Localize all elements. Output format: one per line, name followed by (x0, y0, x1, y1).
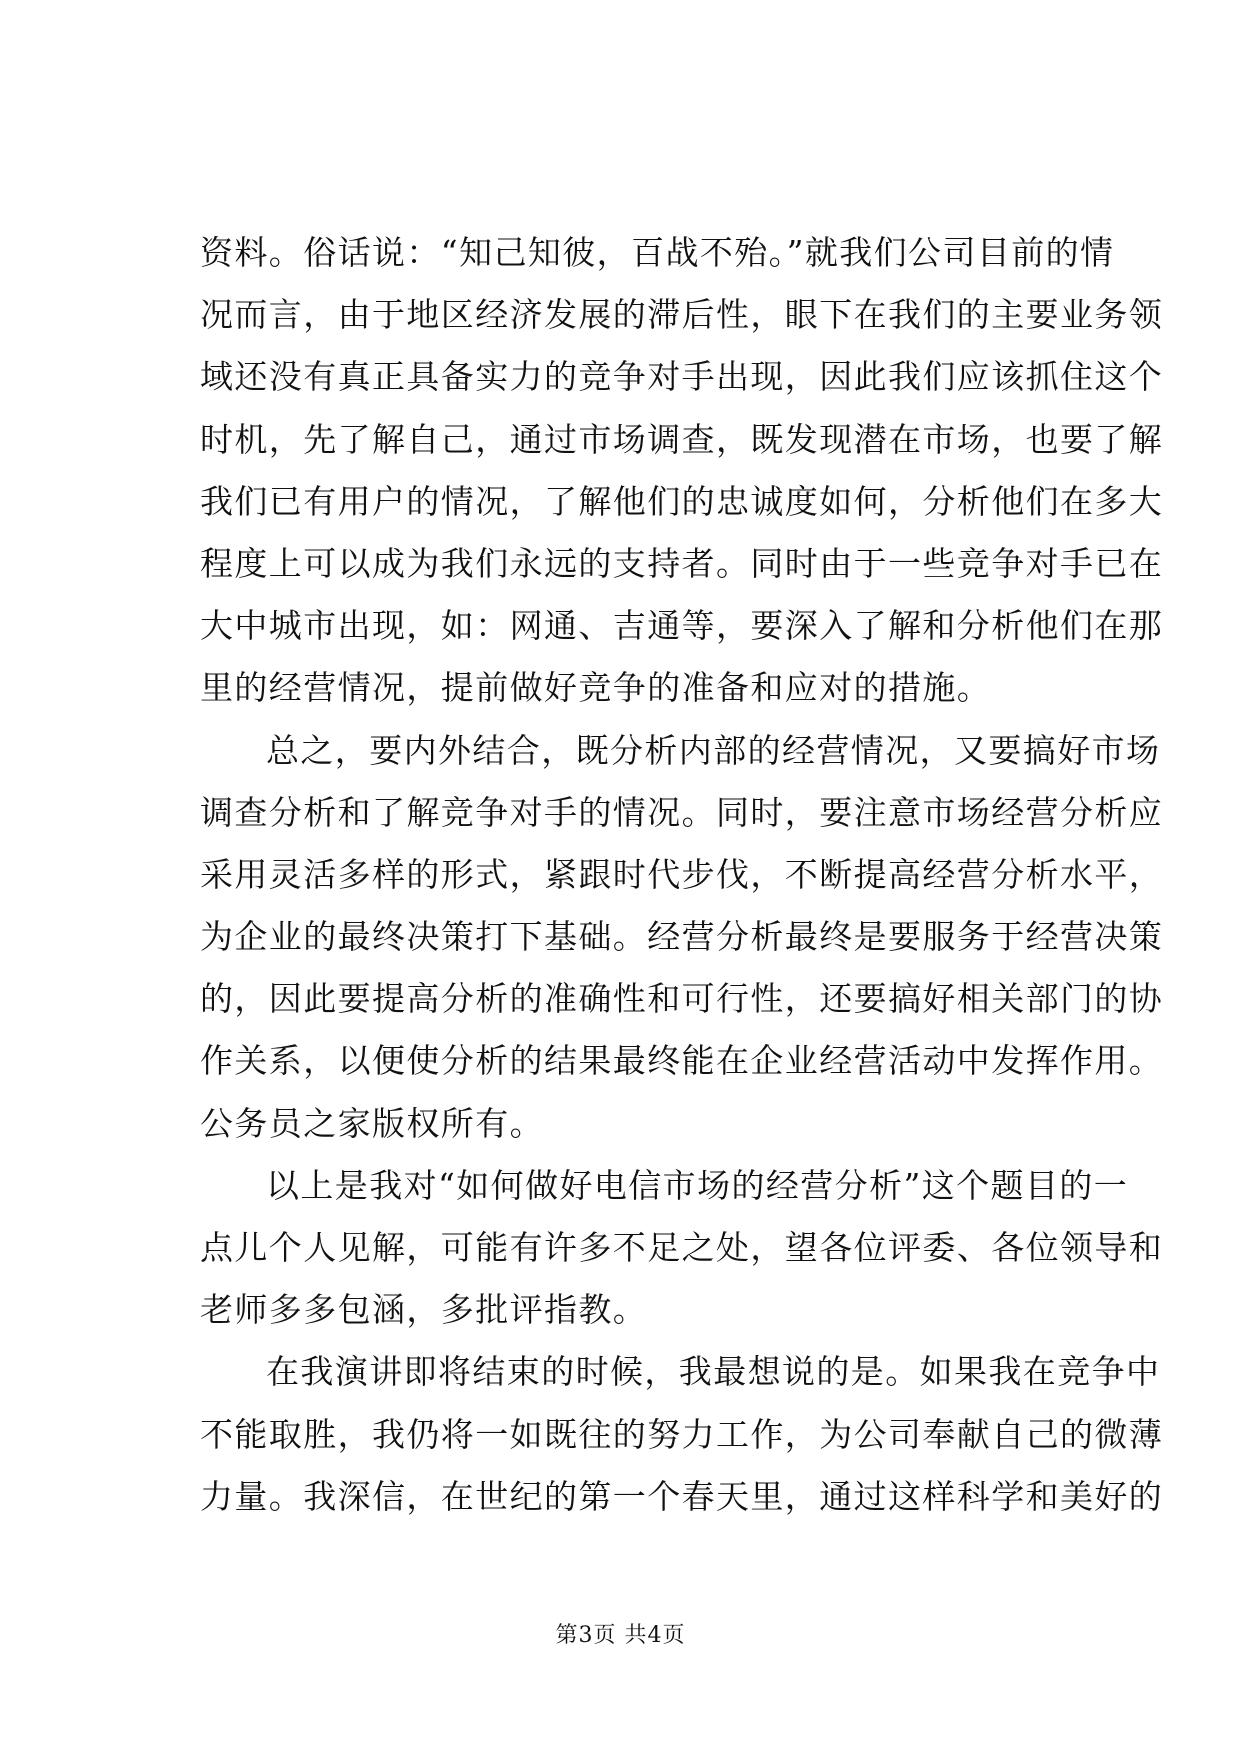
text-line: 的，因此要提高分析的准确性和可行性，还要搞好相关部门的协 (200, 979, 1164, 1019)
text-line: 域还没有真正具备实力的竞争对手出现，因此我们应该抓住这个 (200, 357, 1164, 397)
text-line: 我们已有用户的情况，了解他们的忠诚度如何，分析他们在多大 (200, 481, 1164, 521)
text-line: 以上是我对“如何做好电信市场的经营分析”这个题目的一 (266, 1165, 1129, 1205)
text-line: 时机，先了解自己，通过市场调查，既发现潜在市场，也要了解 (200, 419, 1164, 459)
text-line: 公务员之家版权所有。 (200, 1103, 544, 1143)
text-line: 况而言，由于地区经济发展的滞后性，眼下在我们的主要业务领 (200, 295, 1164, 335)
text-line: 不能取胜，我仍将一如既往的努力工作，为公司奉献自己的微薄 (200, 1414, 1164, 1454)
body-text (200, 222, 1164, 1528)
text-line: 资料。俗话说：“知己知彼，百战不殆。”就我们公司目前的情 (200, 233, 1115, 272)
text-line: 采用灵活多样的形式，紧跟时代步伐，不断提高经营分析水平， (200, 854, 1164, 894)
text-line: 作关系，以便使分析的结果最终能在企业经营活动中发挥作用。 (200, 1041, 1164, 1081)
text-line: 里的经营情况，提前做好竞争的准备和应对的措施。 (200, 668, 992, 708)
page-number-footer: 第3页 共4页 (555, 1623, 686, 1648)
text-line: 程度上可以成为我们永远的支持者。同时由于一些竞争对手已在 (200, 543, 1164, 583)
text-line: 总之，要内外结合，既分析内部的经营情况，又要搞好市场 (266, 730, 1161, 770)
text-line: 调查分析和了解竞争对手的情况。同时，要注意市场经营分析应 (200, 792, 1164, 832)
text-line: 点儿个人见解，可能有许多不足之处，望各位评委、各位领导和 (200, 1228, 1164, 1267)
text-line: 在我演讲即将结束的时候，我最想说的是。如果我在竞争中 (266, 1352, 1161, 1392)
text-line: 老师多多包涵，多批评指教。 (200, 1290, 648, 1330)
text-line: 为企业的最终决策打下基础。经营分析最终是要服务于经营决策 (200, 917, 1164, 957)
text-line: 力量。我深信，在世纪的第一个春天里，通过这样科学和美好的 (200, 1476, 1164, 1516)
text-line: 大中城市出现，如：网通、吉通等，要深入了解和分析他们在那 (200, 606, 1164, 646)
